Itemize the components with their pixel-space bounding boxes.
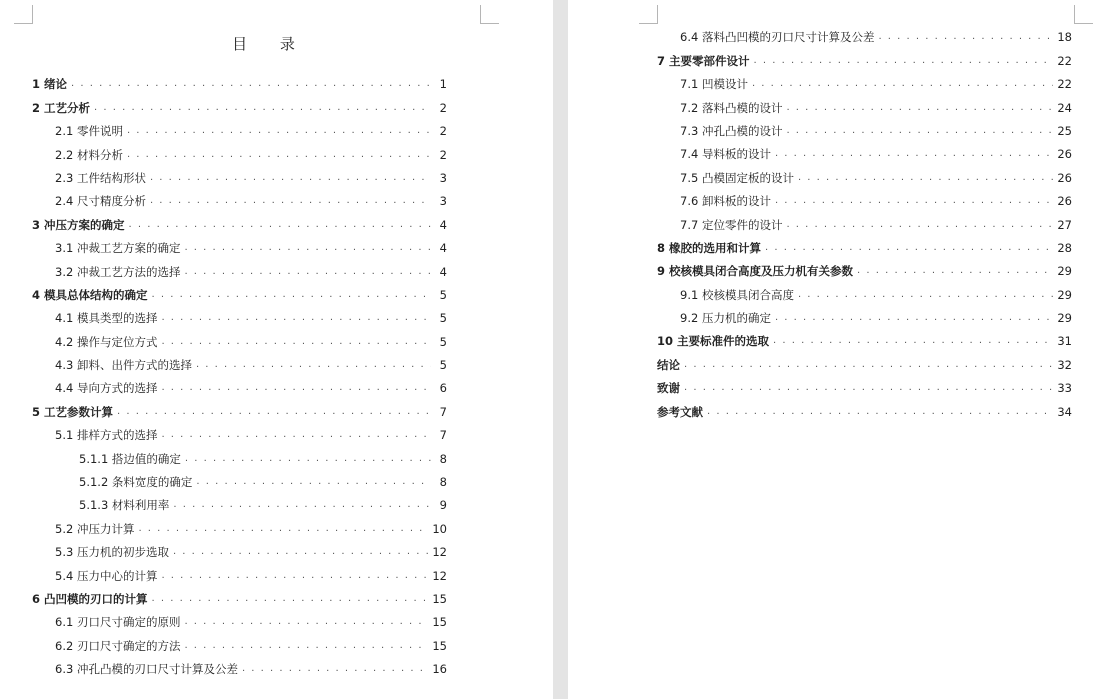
toc-entry-page: 9 <box>439 498 447 513</box>
toc-entry[interactable] <box>657 278 1072 301</box>
toc-leader-dots <box>786 101 1053 115</box>
toc-leader-dots <box>173 545 428 559</box>
toc-entry-label: 7.3 冲孔凸模的设计 <box>680 123 783 138</box>
toc-entry[interactable] <box>32 68 447 91</box>
toc-entry-label: 5.4 压力中心的计算 <box>55 568 158 583</box>
toc-entry[interactable] <box>32 466 447 489</box>
toc-entry[interactable] <box>32 255 447 278</box>
toc-leader-dots <box>798 171 1053 185</box>
toc-leader-dots <box>196 358 431 372</box>
toc-entry[interactable] <box>32 349 447 372</box>
toc-entry[interactable] <box>32 512 447 535</box>
toc-entry[interactable] <box>32 302 447 325</box>
toc-entry[interactable] <box>657 44 1072 67</box>
toc-entry-label: 5.1 排样方式的选择 <box>55 428 158 443</box>
toc-entry[interactable] <box>657 115 1072 138</box>
toc-leader-dots <box>775 311 1053 325</box>
toc-leader-dots <box>185 452 431 466</box>
toc-leader-dots <box>786 218 1053 232</box>
toc-leader-dots <box>184 241 431 255</box>
toc-entry-label: 4.1 模具类型的选择 <box>55 311 158 326</box>
toc-leader-dots <box>161 569 428 583</box>
toc-entry-page: 28 <box>1057 240 1072 255</box>
toc-entry[interactable] <box>657 138 1072 161</box>
toc-entry-label: 7.6 卸料板的设计 <box>680 194 771 209</box>
toc-entry-page: 31 <box>1057 334 1072 349</box>
toc-entry-page: 4 <box>439 217 447 232</box>
toc-leader-dots <box>775 194 1053 208</box>
toc-leader-dots <box>754 54 1054 68</box>
toc-leader-dots <box>752 77 1053 91</box>
toc-entry-label: 8 橡胶的选用和计算 <box>657 240 762 255</box>
toc-entry-label: 致谢 <box>657 381 680 396</box>
toc-leader-dots <box>786 124 1053 138</box>
toc-leader-dots <box>775 147 1053 161</box>
toc-entry-page: 2 <box>439 100 447 115</box>
toc-entry-page: 1 <box>439 77 447 92</box>
toc-leader-dots <box>161 311 431 325</box>
toc-entry[interactable] <box>657 208 1072 231</box>
toc-entry[interactable] <box>32 559 447 582</box>
toc-entry-page: 26 <box>1057 170 1072 185</box>
toc-entry-label: 9.2 压力机的确定 <box>680 311 771 326</box>
toc-entry-label: 5 工艺参数计算 <box>32 404 114 419</box>
toc-entry[interactable] <box>32 325 447 348</box>
toc-entry-page: 4 <box>439 241 447 256</box>
toc-entry-label: 2.4 尺寸精度分析 <box>55 194 146 209</box>
toc-entry-label: 2 工艺分析 <box>32 100 91 115</box>
toc-entry[interactable] <box>32 653 447 676</box>
toc-leader-dots <box>857 264 1053 278</box>
toc-leader-dots <box>127 124 431 138</box>
toc-leader-dots <box>242 662 428 676</box>
toc-entry-page: 12 <box>432 568 447 583</box>
toc-entry[interactable] <box>32 232 447 255</box>
toc-entry[interactable] <box>657 21 1072 44</box>
toc-entry[interactable] <box>32 629 447 652</box>
toc-entry-page: 15 <box>432 591 447 606</box>
toc-leader-dots <box>161 381 431 395</box>
toc-entry-page: 16 <box>432 662 447 677</box>
toc-entry-page: 7 <box>439 404 447 419</box>
toc-leader-dots <box>684 358 1053 372</box>
toc-entry-page: 8 <box>439 451 447 466</box>
toc-leader-dots <box>127 148 431 162</box>
toc-leader-dots <box>196 475 431 489</box>
toc-entry-label: 1 绪论 <box>32 77 68 92</box>
toc-leader-dots <box>684 381 1053 395</box>
toc-entry[interactable] <box>32 536 447 559</box>
toc-entry[interactable] <box>32 419 447 442</box>
toc-entry-page: 22 <box>1057 77 1072 92</box>
toc-entry-page: 7 <box>439 428 447 443</box>
toc-entry-page: 24 <box>1057 100 1072 115</box>
toc-leader-dots <box>707 405 1053 419</box>
toc-leader-dots <box>878 30 1053 44</box>
toc-entry[interactable] <box>32 138 447 161</box>
toc-entry[interactable] <box>657 325 1072 348</box>
toc-entry-page: 29 <box>1057 287 1072 302</box>
toc-list-right <box>657 21 1072 419</box>
toc-entry-label: 2.3 工件结构形状 <box>55 170 146 185</box>
toc-entry[interactable] <box>657 372 1072 395</box>
toc-entry-page: 22 <box>1057 53 1072 68</box>
toc-entry[interactable] <box>32 279 447 302</box>
toc-entry-label: 6.4 落料凸凹模的刃口尺寸计算及公差 <box>680 30 875 45</box>
toc-leader-dots <box>773 334 1053 348</box>
toc-entry-label: 5.1.2 条料宽度的确定 <box>79 475 193 490</box>
toc-entry[interactable] <box>32 91 447 114</box>
toc-leader-dots <box>150 194 431 208</box>
toc-leader-dots <box>138 522 428 536</box>
toc-entry-page: 3 <box>439 170 447 185</box>
toc-entry[interactable] <box>657 161 1072 184</box>
toc-entry-page: 5 <box>439 311 447 326</box>
toc-entry[interactable] <box>657 348 1072 371</box>
toc-entry[interactable] <box>657 91 1072 114</box>
toc-entry-label: 7.5 凸模固定板的设计 <box>680 170 794 185</box>
toc-entry-page: 33 <box>1057 381 1072 396</box>
toc-entry[interactable] <box>657 302 1072 325</box>
toc-entry-page: 29 <box>1057 264 1072 279</box>
toc-entry[interactable] <box>657 185 1072 208</box>
toc-entry[interactable] <box>32 395 447 418</box>
toc-entry-page: 6 <box>439 381 447 396</box>
toc-leader-dots <box>71 77 431 91</box>
toc-entry-page: 32 <box>1057 357 1072 372</box>
toc-entry[interactable] <box>32 372 447 395</box>
toc-leader-dots <box>765 241 1053 255</box>
toc-entry-page: 29 <box>1057 311 1072 326</box>
toc-leader-dots <box>184 265 431 279</box>
toc-entry[interactable] <box>32 162 447 185</box>
toc-entry-page: 15 <box>432 638 447 653</box>
page-corner-mark <box>480 5 499 24</box>
toc-entry-page: 18 <box>1057 30 1072 45</box>
toc-entry-label: 2.1 零件说明 <box>55 124 123 139</box>
toc-entry-page: 3 <box>439 194 447 209</box>
toc-entry-label: 7.7 定位零件的设计 <box>680 217 783 232</box>
toc-entry-label: 10 主要标准件的选取 <box>657 334 770 349</box>
toc-entry-label: 4.3 卸料、出件方式的选择 <box>55 358 192 373</box>
toc-entry-page: 4 <box>439 264 447 279</box>
toc-leader-dots <box>184 639 428 653</box>
toc-entry-label: 4 模具总体结构的确定 <box>32 287 148 302</box>
toc-entry-label: 7.1 凹模设计 <box>680 77 748 92</box>
toc-entry-page: 26 <box>1057 194 1072 209</box>
toc-entry-label: 5.1.1 搭边值的确定 <box>79 451 181 466</box>
toc-leader-dots <box>184 615 428 629</box>
toc-entry-label: 2.2 材料分析 <box>55 147 123 162</box>
toc-leader-dots <box>117 405 431 419</box>
toc-entry-page: 15 <box>432 615 447 630</box>
toc-entry[interactable] <box>657 232 1072 255</box>
toc-entry[interactable] <box>32 185 447 208</box>
toc-entry-label: 5.2 冲压力计算 <box>55 521 135 536</box>
toc-entry[interactable] <box>32 115 447 138</box>
toc-entry-page: 12 <box>432 545 447 560</box>
toc-entry-page: 5 <box>439 287 447 302</box>
toc-leader-dots <box>129 218 431 232</box>
toc-entry-label: 3.1 冲裁工艺方案的确定 <box>55 241 181 256</box>
toc-entry-page: 2 <box>439 124 447 139</box>
toc-leader-dots <box>152 592 429 606</box>
toc-entry-label: 6.1 刃口尺寸确定的原则 <box>55 615 181 630</box>
toc-entry[interactable] <box>657 255 1072 278</box>
toc-entry-label: 7.2 落料凸模的设计 <box>680 100 783 115</box>
toc-list-left <box>32 68 447 676</box>
page-corner-mark <box>639 5 658 24</box>
toc-entry[interactable] <box>32 489 447 512</box>
toc-leader-dots <box>161 335 431 349</box>
toc-leader-dots <box>173 498 431 512</box>
toc-entry-label: 7 主要零部件设计 <box>657 53 750 68</box>
toc-leader-dots <box>152 288 431 302</box>
toc-entry-page: 26 <box>1057 147 1072 162</box>
toc-entry-page: 8 <box>439 475 447 490</box>
toc-entry-label: 结论 <box>657 357 680 372</box>
page-corner-mark <box>14 5 33 24</box>
toc-entry-page: 2 <box>439 147 447 162</box>
toc-entry-page: 25 <box>1057 123 1072 138</box>
toc-entry-page: 34 <box>1057 404 1072 419</box>
toc-entry-label: 3.2 冲裁工艺方法的选择 <box>55 264 181 279</box>
toc-entry-label: 9 校核模具闭合高度及压力机有关参数 <box>657 264 854 279</box>
toc-title: 目 录 <box>232 35 309 53</box>
toc-entry[interactable] <box>657 68 1072 91</box>
toc-entry-label: 3 冲压方案的确定 <box>32 217 125 232</box>
toc-entry-page: 5 <box>439 334 447 349</box>
toc-entry-page: 10 <box>432 521 447 536</box>
toc-entry-label: 参考文献 <box>657 404 703 419</box>
toc-entry[interactable] <box>32 606 447 629</box>
toc-entry-label: 7.4 导料板的设计 <box>680 147 771 162</box>
toc-entry-page: 5 <box>439 358 447 373</box>
page-corner-mark <box>1074 5 1093 24</box>
toc-leader-dots <box>161 428 431 442</box>
toc-leader-dots <box>94 101 431 115</box>
toc-entry-label: 5.1.3 材料利用率 <box>79 498 170 513</box>
toc-entry-page: 27 <box>1057 217 1072 232</box>
toc-leader-dots <box>150 171 431 185</box>
toc-entry-label: 6 凸凹模的刃口的计算 <box>32 591 148 606</box>
toc-entry[interactable] <box>657 395 1072 418</box>
toc-entry[interactable] <box>32 208 447 231</box>
toc-entry-label: 6.3 冲孔凸模的刃口尺寸计算及公差 <box>55 662 238 677</box>
toc-entry[interactable] <box>32 583 447 606</box>
toc-entry[interactable] <box>32 442 447 465</box>
toc-entry-label: 6.2 刃口尺寸确定的方法 <box>55 638 181 653</box>
toc-leader-dots <box>798 288 1053 302</box>
toc-entry-label: 5.3 压力机的初步选取 <box>55 545 169 560</box>
toc-entry-label: 4.2 操作与定位方式 <box>55 334 158 349</box>
toc-entry-label: 4.4 导向方式的选择 <box>55 381 158 396</box>
toc-entry-label: 9.1 校核模具闭合高度 <box>680 287 794 302</box>
document-page-right <box>568 0 1096 699</box>
